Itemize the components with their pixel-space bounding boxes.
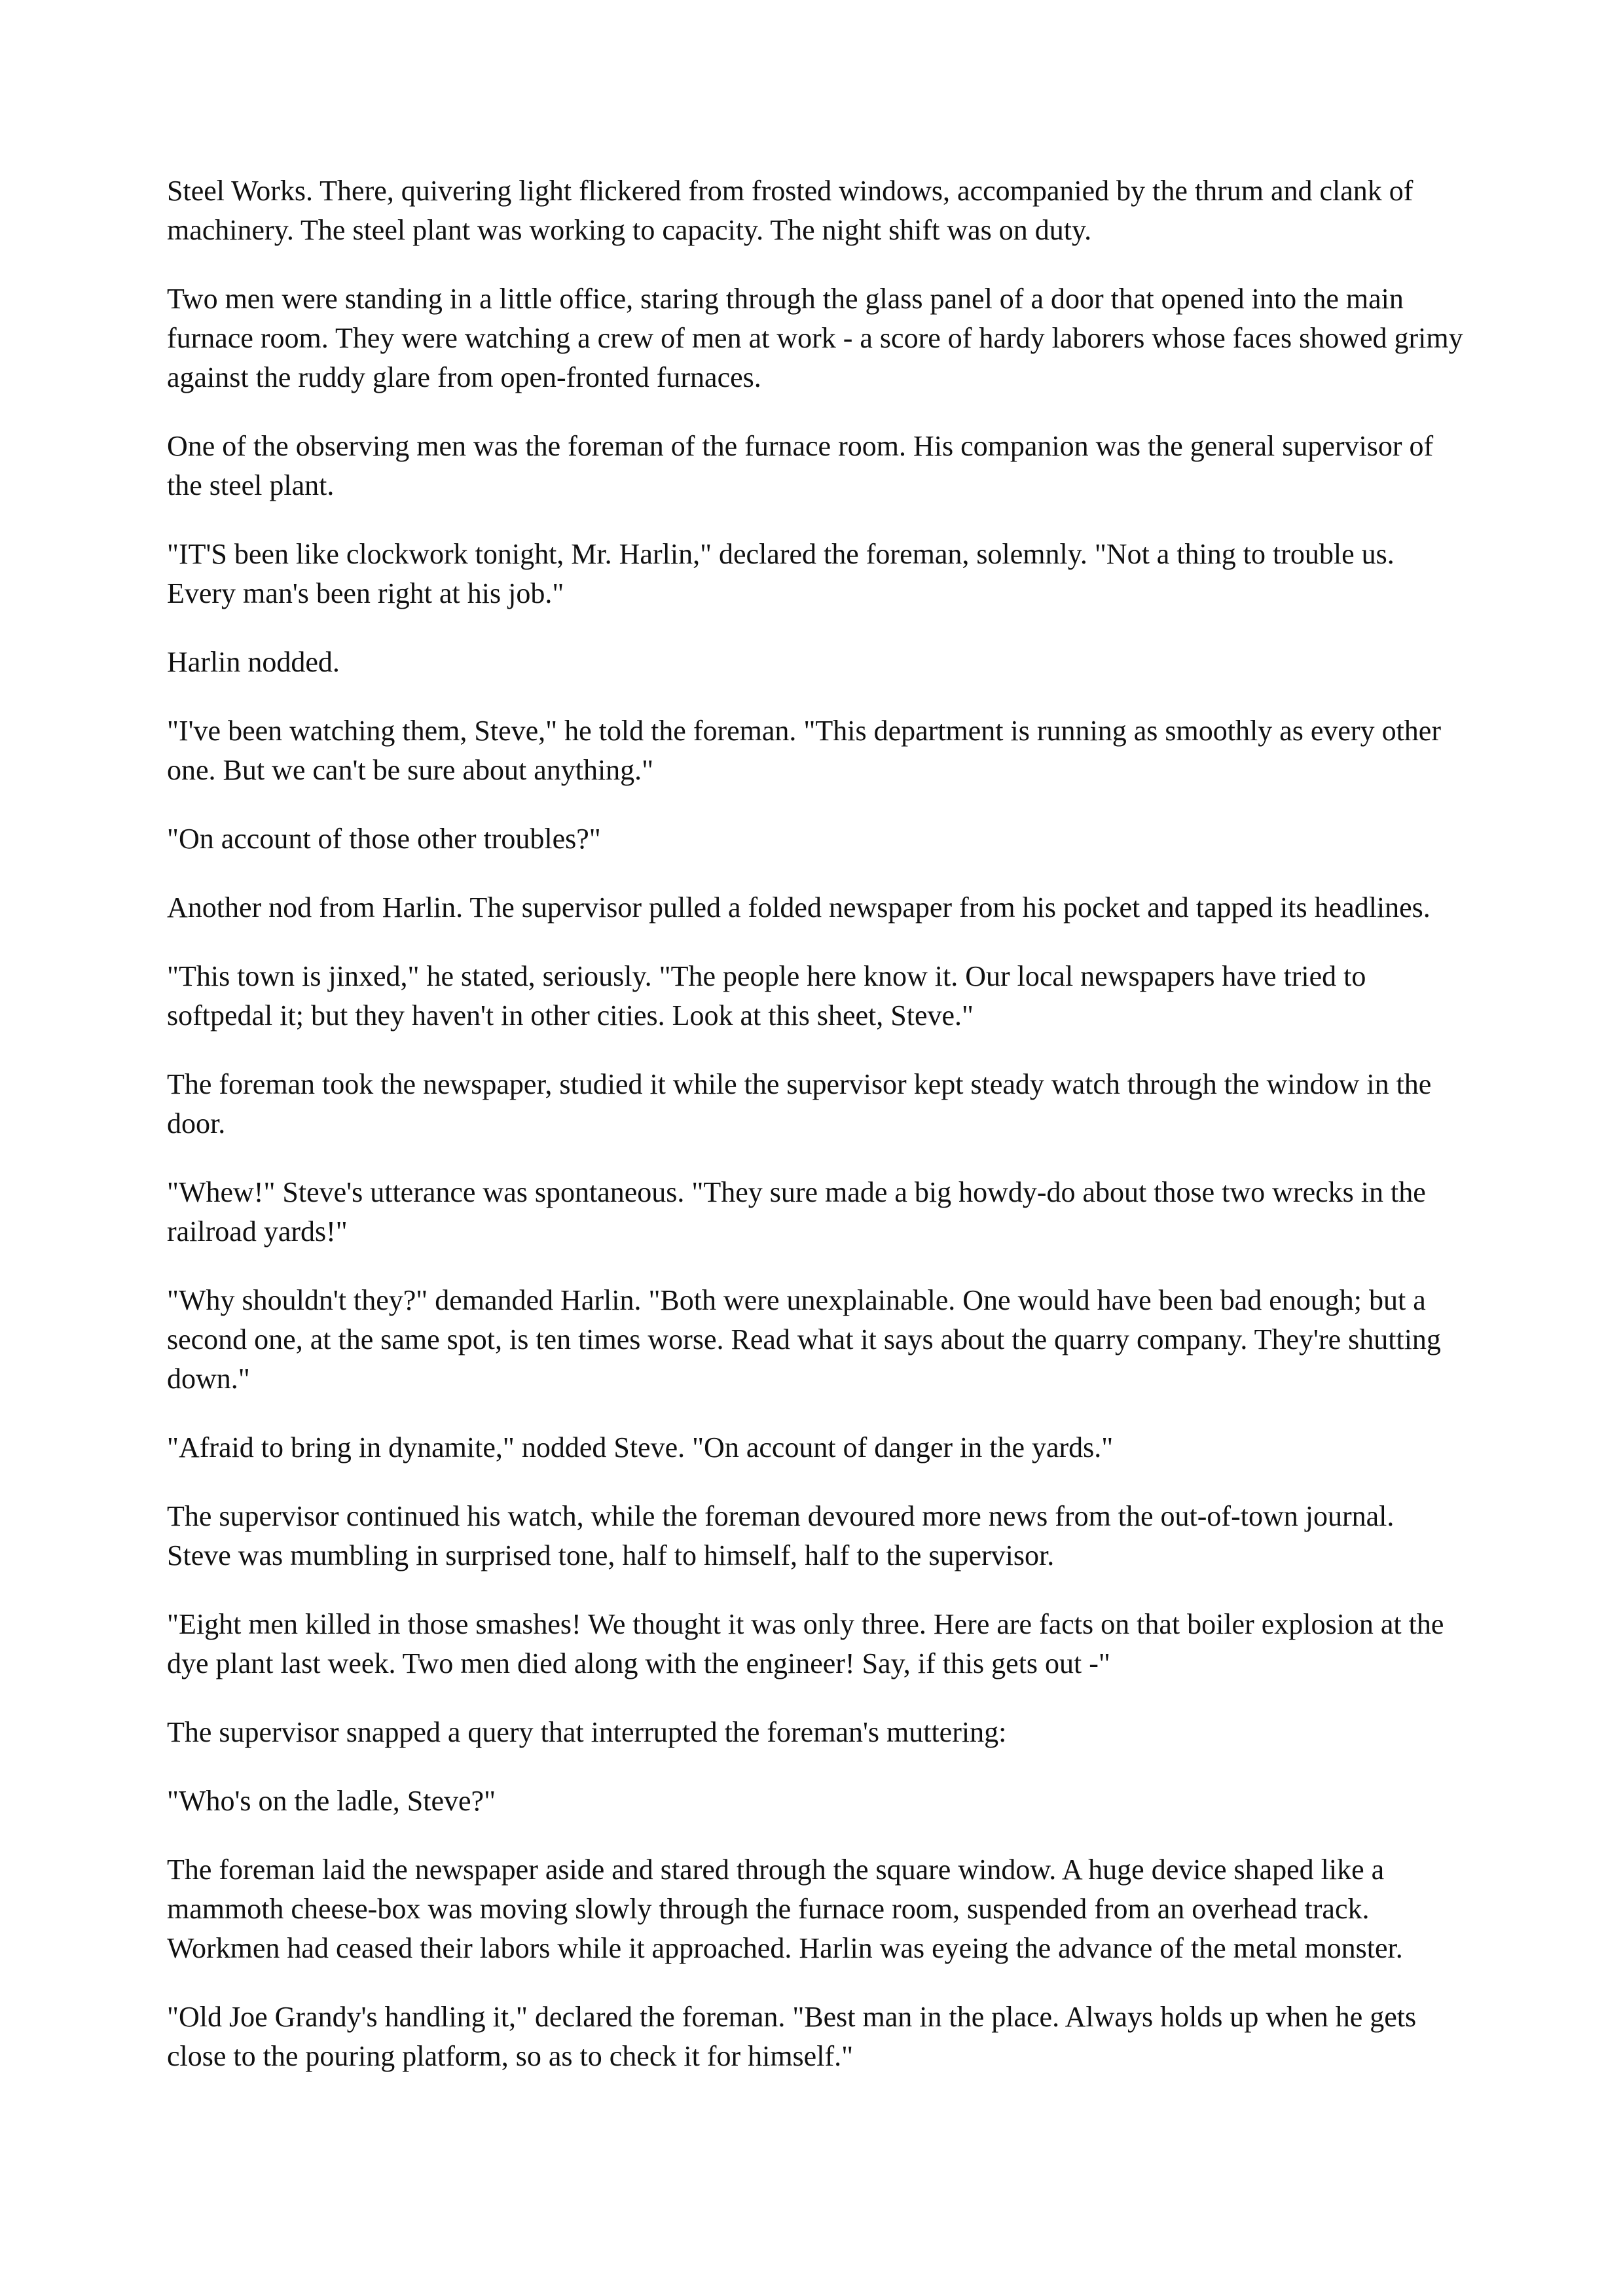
paragraph: "This town is jinxed," he stated, seriously. "The people here know it. Our local newspapers have tried to softpedal it; but they haven't in other cities. Look at this sheet, Steve." [167, 960, 1366, 1031]
paragraph: "Afraid to bring in dynamite," nodded Steve. "On account of danger in the yards." [167, 1431, 1114, 1463]
paragraph: Steel Works. There, quivering light flickered from frosted windows, accompanied by the thrum and clank of machinery. The steel plant was working to capacity. The night shift was on duty. [167, 175, 1413, 246]
paragraph: "IT'S been like clockwork tonight, Mr. Harlin," declared the foreman, solemnly. "Not a thing to trouble us. Every man's been right at his job." [167, 538, 1395, 609]
paragraph: "I've been watching them, Steve," he told the foreman. "This department is running as smoothly as every other one. But we can't be sure about anything." [167, 715, 1441, 786]
paragraph: "On account of those other troubles?" [167, 823, 601, 855]
paragraph: The foreman took the newspaper, studied it while the supervisor kept steady watch through the window in the door. [167, 1068, 1432, 1139]
paragraph: Harlin nodded. [167, 646, 340, 678]
paragraph: "Who's on the ladle, Steve?" [167, 1785, 496, 1817]
page-body [167, 171, 1463, 2106]
paragraph: "Why shouldn't they?" demanded Harlin. "Both were unexplainable. One would have been bad enough; but a second one, at the same spot, is ten times worse. Read what it says about the quarry company. They're shutting down." [167, 1284, 1441, 1395]
paragraph: The supervisor snapped a query that interrupted the foreman's muttering: [167, 1716, 1007, 1748]
paragraph: The supervisor continued his watch, while the foreman devoured more news from the out-of-town journal. Steve was mumbling in surprised tone, half to himself, half to the supervisor. [167, 1500, 1395, 1571]
paragraph: One of the observing men was the foreman of the furnace room. His companion was the general supervisor of the steel plant. [167, 430, 1434, 501]
paragraph: "Old Joe Grandy's handling it," declared the foreman. "Best man in the place. Always holds up when he gets close to the pouring platform, so as to check it for himself." [167, 2001, 1417, 2072]
paragraph: The foreman laid the newspaper aside and stared through the square window. A huge device shaped like a mammoth cheese-box was moving slowly through the furnace room, suspended from an overhead track. Workmen had ceased their labors while it approached. Harlin was eyeing the advance of the metal monster. [167, 1854, 1403, 1964]
paragraph: Another nod from Harlin. The supervisor pulled a folded newspaper from his pocket and tapped its headlines. [167, 891, 1431, 924]
paragraph: Two men were standing in a little office, staring through the glass panel of a door that opened into the main furnace room. They were watching a crew of men at work - a score of hardy laborers whose faces showed grimy against the ruddy glare from open-fronted furnaces. [167, 283, 1463, 393]
paragraph: "Whew!" Steve's utterance was spontaneous. "They sure made a big howdy-do about those two wrecks in the railroad yards!" [167, 1176, 1426, 1247]
paragraph: "Eight men killed in those smashes! We thought it was only three. Here are facts on that boiler explosion at the dye plant last week. Two men died along with the engineer! Say, if this gets out -" [167, 1608, 1444, 1679]
